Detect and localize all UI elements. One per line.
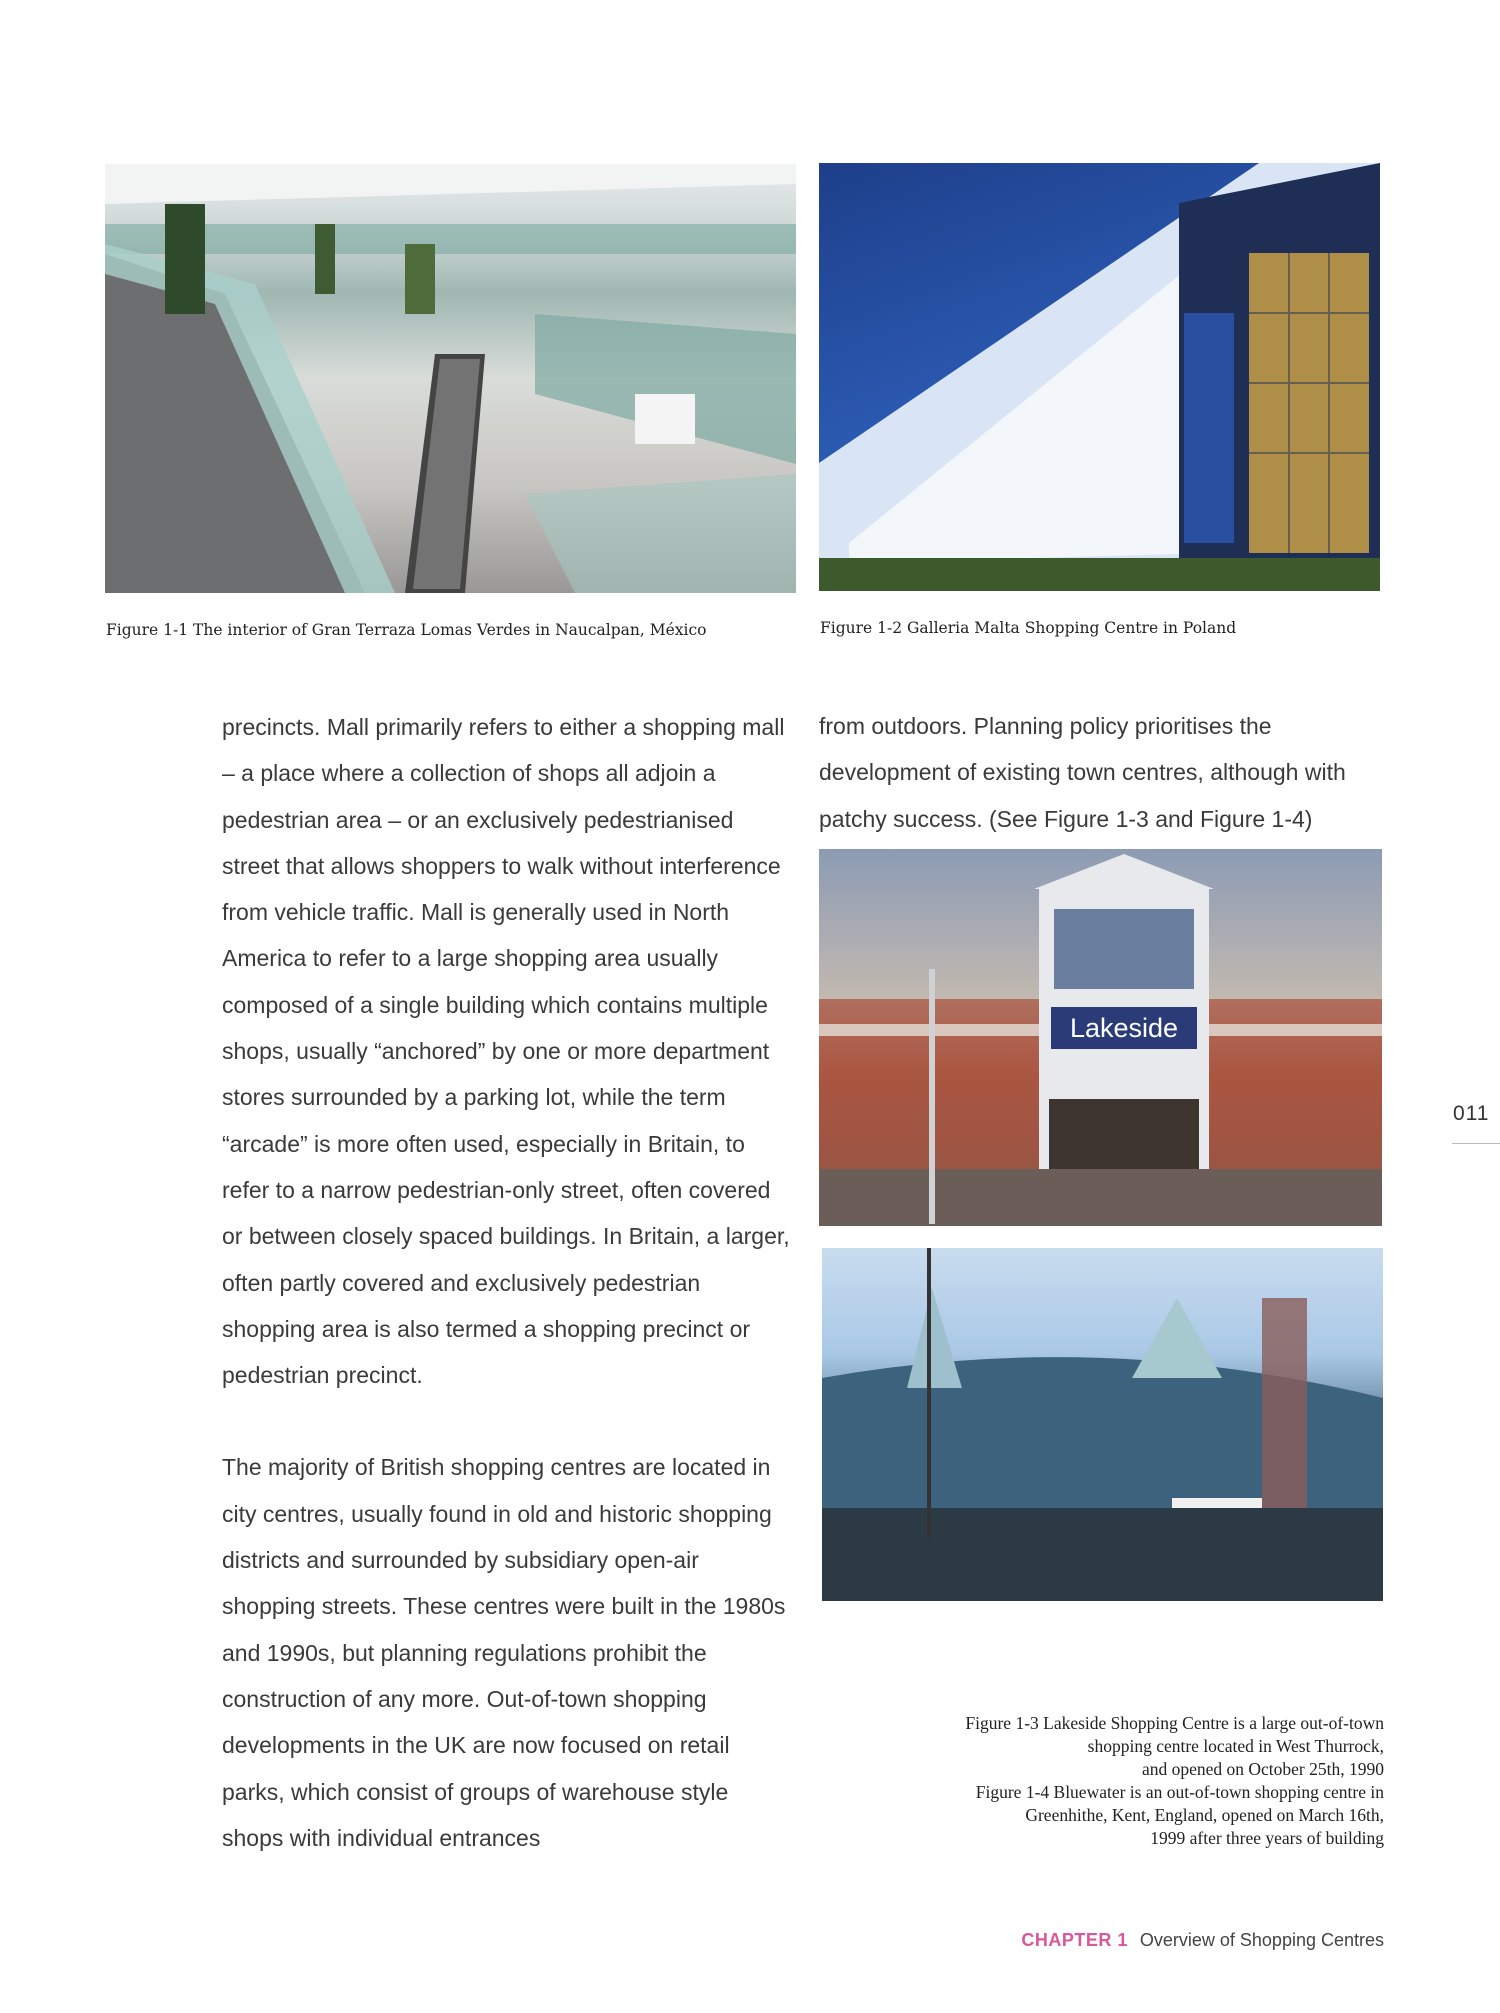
caption-line: Figure 1-3 Lakeside Shopping Centre is a large out-of-town: [965, 1713, 1384, 1733]
figure-1-3-photo: [819, 849, 1382, 1226]
body-paragraph: precincts. Mall primarily refers to either a shopping mall – a place where a collection of shops all adjoin a pedestrian area – or an exclusively pedestrianised street that allows shoppers to walk without interference from vehicle traffic. Mall is generally used in North America to refer to a large shopping area usually composed of a single building which contains multiple shops, usually “anchored” by one or more department stores surrounded by a parking lot, while the term “arcade” is more often used, especially in Britain, to refer to a narrow pedestrian-only street, often covered or between closely spaced buildings. In Britain, a larger, often partly covered and exclusively pedestrian shopping area is also termed a shopping precinct or pedestrian precinct.: [222, 714, 790, 1389]
right-column-text: [819, 703, 1389, 842]
figure-1-2-caption: Figure 1-2 Galleria Malta Shopping Centre in Poland: [820, 619, 1237, 637]
left-column-text: [222, 704, 792, 1861]
chapter-title: Overview of Shopping Centres: [1139, 1930, 1384, 1950]
body-paragraph: from outdoors. Planning policy prioritises the development of existing town centres, although with patchy success. (See Figure 1-3 and Figure 1-4): [819, 713, 1346, 832]
figure-1-4-photo: [822, 1248, 1383, 1601]
caption-line: and opened on October 25th, 1990: [1141, 1759, 1384, 1779]
figure-1-2-photo: [819, 163, 1380, 591]
chapter-label: CHAPTER 1: [1021, 1930, 1128, 1950]
figure-1-1-caption: Figure 1-1 The interior of Gran Terraza Lomas Verdes in Naucalpan, México: [106, 621, 707, 639]
page-number-divider: [1452, 1143, 1500, 1144]
figure-1-3-1-4-captions: [864, 1712, 1384, 1850]
caption-line: Greenhithe, Kent, England, opened on March 16th,: [1025, 1805, 1384, 1825]
running-footer: [1021, 1930, 1384, 1951]
caption-line: Figure 1-4 Bluewater is an out-of-town shopping centre in: [975, 1782, 1384, 1802]
caption-line: 1999 after three years of building: [1150, 1828, 1384, 1848]
body-paragraph: The majority of British shopping centres are located in city centres, usually found in old and historic shopping districts and surrounded by subsidiary open-air shopping streets. These centres were built in the 1980s and 1990s, but planning regulations prohibit the construction of any more. Out-of-town shopping developments in the UK are now focused on retail parks, which consist of groups of warehouse style shops with individual entrances: [222, 1454, 786, 1851]
figure-1-1-photo: [105, 164, 796, 593]
caption-line: shopping centre located in West Thurrock,: [1087, 1736, 1384, 1756]
page-number: 011: [1453, 1102, 1490, 1125]
lakeside-sign: Lakeside: [1051, 1007, 1197, 1049]
